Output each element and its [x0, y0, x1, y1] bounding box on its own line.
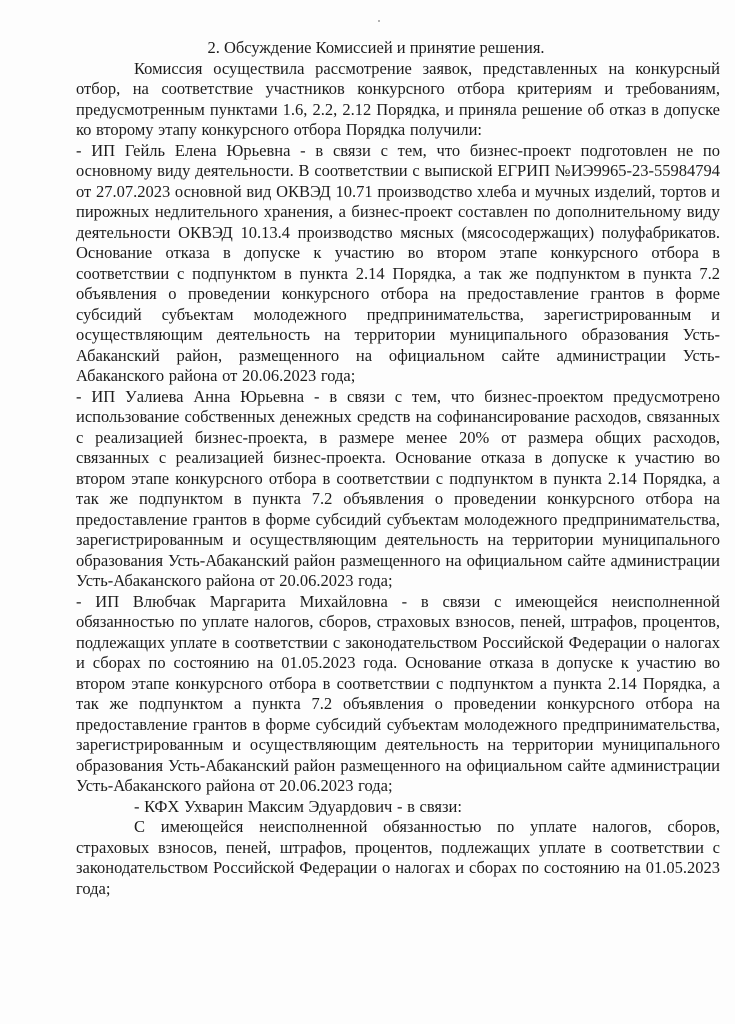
paragraph-6: С имеющейся неисполненной обязанностью по уплате налогов, сборов, страховых взносов, пеней, штрафов, процентов, подлежащих уплате в соответствии с законодательством Российской Федерации о налогах и сборах по состоянию на 01.05.2023 года; — [76, 817, 720, 898]
paragraph-4: - ИП Влюбчак Маргарита Михайловна - в связи с имеющейся неисполненной обязанностью по уплате налогов, сборов, страховых взносов, пеней, штрафов, процентов, подлежащих уплате в соответствии с законодательством Российской Федерации о налогах и сборах по состоянию на 01.05.2023 года. Основание отказа в допуске к участию во втором этапе конкурсного отбора в соответствии с подпунктом а пункта 2.14 Порядка, а так же подпунктом а пункта 7.2 объявления о проведении конкурсного отбора на предоставление грантов в форме субсидий субъектам молодежного предпринимательства, зарегистрированным и осуществляющим деятельность на территории муниципального образования Усть-Абаканский район размещенного на официальном сайте администрации Усть-Абаканского района от 20.06.2023 года; — [76, 591, 720, 795]
paragraph-1: Комиссия осуществила рассмотрение заявок, представленных на конкурсный отбор, на соответствие участников конкурсного отбора критериям и требованиям, предусмотренным пунктами 1.6, 2.2, 2.12 Порядка, и приняла решение об отказ в допуске ко второму этапу конкурсного отбора Порядка получили: — [76, 58, 720, 139]
paragraph-5: - КФХ Ухварин Максим Эдуардович - в связи: — [134, 796, 462, 816]
paragraph-2: - ИП Гейль Елена Юрьевна - в связи с тем, что бизнес-проект подготовлен не по основному виду деятельности. В соответствии с выпиской ЕГРИП №ИЭ9965-23-55984794 от 27.07.2023 основной вид ОКВЭД 10.71 производство хлеба и мучных изделий, тортов и пирожных недлительного хранения, а бизнес-проект составлен по дополнительному виду деятельности ОКВЭД 10.13.4 производство мясных (мясосодержащих) полуфабрикатов. Основание отказа в допуске к участию во втором этапе конкурсного отбора в соответствии с подпунктом в пункта 2.14 Порядка, а так же подпунктом в пункта 7.2 объявления о проведении конкурсного отбора на предоставление грантов в форме субсидий субъектам молодежного предпринимательства, зарегистрированным и осуществляющим деятельность на территории муниципального образования Усть-Абаканский район, размещенного на официальном сайте администрации Усть-Абаканского района от 20.06.2023 года; — [76, 140, 720, 385]
document-body — [76, 59, 720, 900]
section-heading: 2. Обсуждение Комиссией и принятие решения. — [207, 38, 545, 57]
paragraph-3: - ИП Уалиева Анна Юрьевна - в связи с тем, что бизнес-проектом предусмотрено использование собственных денежных средств на софинансирование расходов, связанных с реализацией бизнес-проекта, в размере менее 20% от размера общих расходов, связанных с реализацией бизнес-проекта. Основание отказа в допуске к участию во втором этапе конкурсного отбора в соответствии с подпунктом в пункта 2.14 Порядка, а так же подпунктом в пункта 7.2 объявления о проведении конкурсного отбора на предоставление грантов в форме субсидий субъектам молодежного предпринимательства, зарегистрированным и осуществляющим деятельность на территории муниципального образования Усть-Абаканский район размещенного на официальном сайте администрации Усть-Абаканского района от 20.06.2023 года; — [76, 386, 720, 590]
scan-speck — [378, 20, 380, 22]
